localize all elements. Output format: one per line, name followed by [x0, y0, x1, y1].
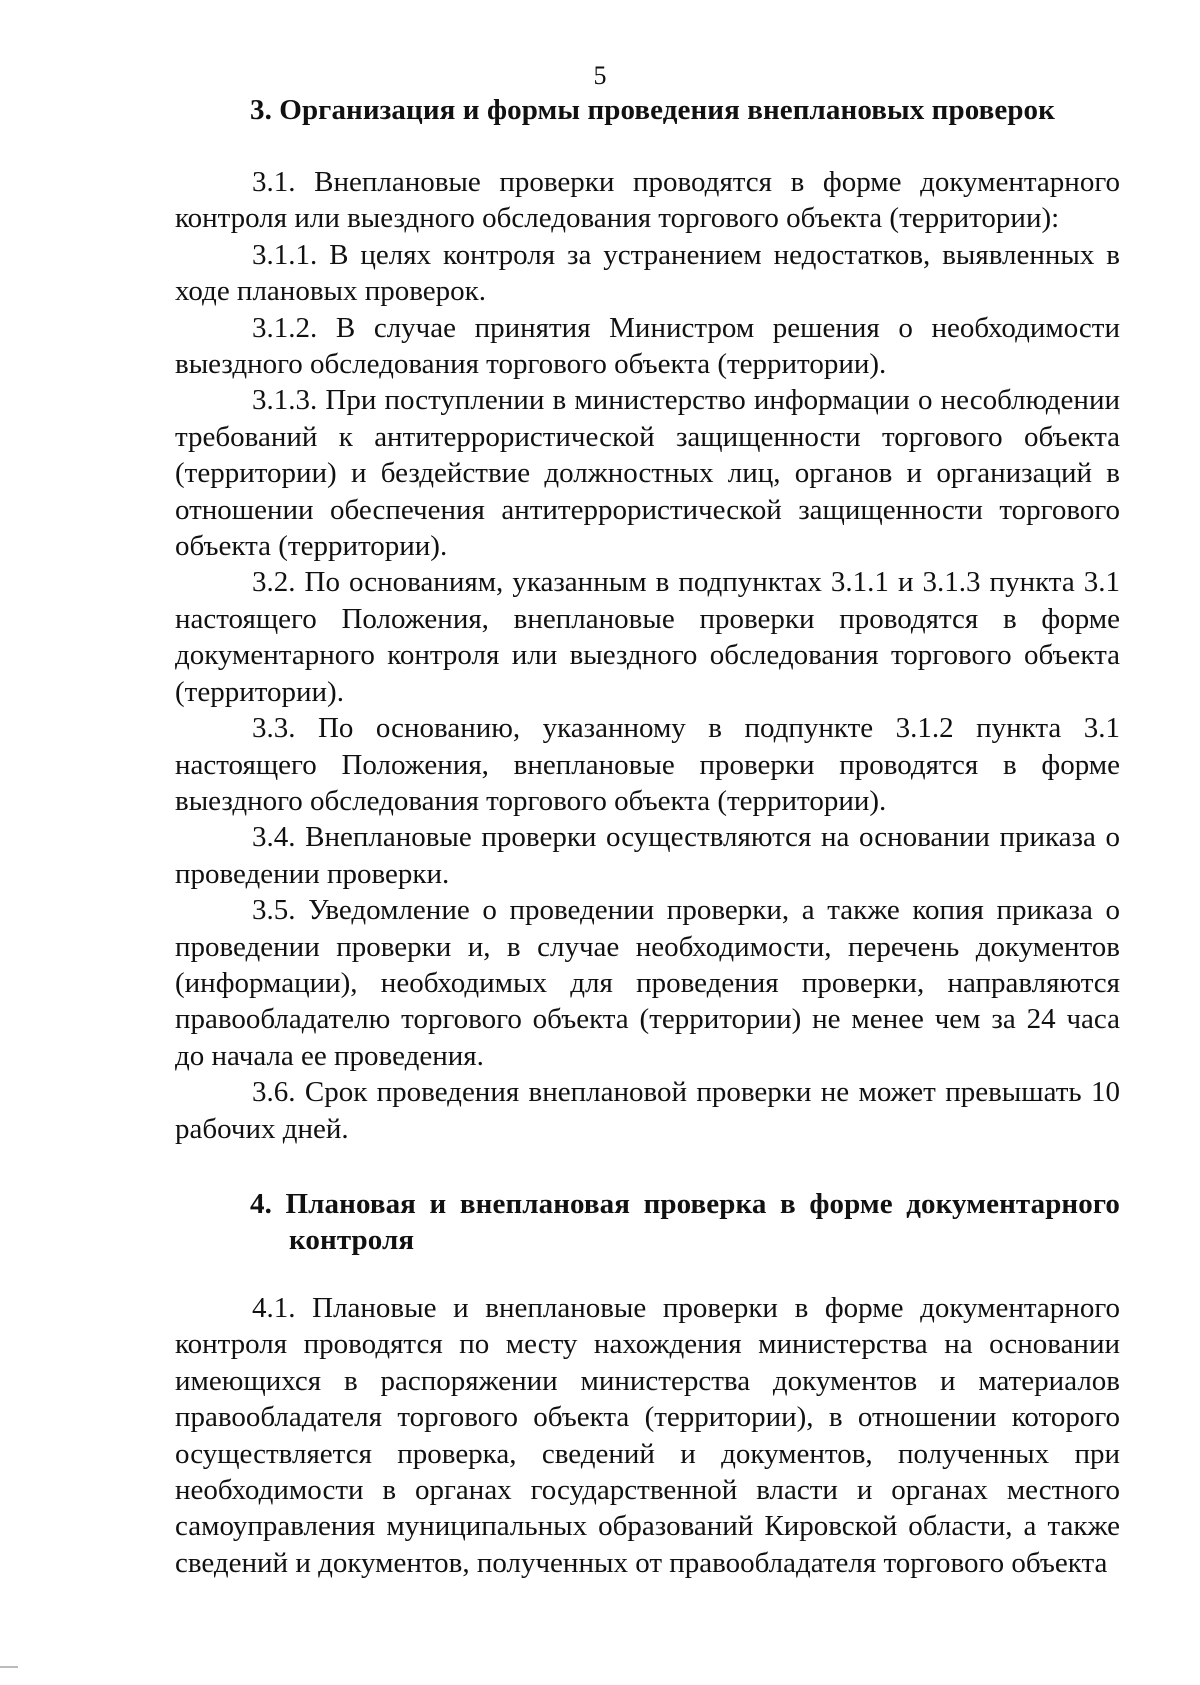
paragraph-4-1: 4.1. Плановые и внеплановые проверки в форме документарного контроля проводятся по месту нахождения министерства на основании имеющихся в распоряжении министерства документов и материалов правообладателя торгового объекта (территории), в отношении которого осуществляется проверка, сведений и документов, полученных при необходимости в органах государственной власти и органах местного самоуправления муниципальных образований Кировской области, а также сведений и документов, полученных от правообладателя торгового объекта — [175, 1292, 1120, 1579]
scan-edge-mark — [0, 1666, 18, 1668]
section-4-body — [175, 1290, 1120, 1581]
section-4-heading: 4. Плановая и внеплановая проверка в форме документарного — [250, 1188, 1120, 1220]
paragraph-3-5: 3.5. Уведомление о проведении проверки, а также копия приказа о проведении проверки и, в случае необходимости, перечень документов (информации), необходимых для проведения проверки, направляются правообладателю торгового объекта (территории) не менее чем за 24 часа до начала ее проведения. — [175, 894, 1120, 1072]
section-3-heading: 3. Организация и формы проведения внеплановых проверок — [250, 94, 1055, 126]
paragraph-3-1-2: 3.1.2. В случае принятия Министром решения о необходимости выездного обследования торгового объекта (территории). — [175, 311, 1120, 381]
page-number: 5 — [593, 61, 607, 90]
section-3-body — [175, 164, 1120, 1147]
paragraph-3-4: 3.4. Внеплановые проверки осуществляются на основании приказа о проведении проверки. — [175, 821, 1120, 890]
paragraph-3-1-1: 3.1.1. В целях контроля за устранением недостатков, выявленных в ходе плановых проверок. — [175, 238, 1120, 308]
paragraph-3-3: 3.3. По основанию, указанному в подпункте 3.1.2 пункта 3.1 настоящего Положения, внеплановые проверки проводятся в форме выездного обследования торгового объекта (территории). — [175, 712, 1120, 817]
section-4-heading-continuation: контроля — [289, 1224, 415, 1256]
paragraph-3-1: 3.1. Внеплановые проверки проводятся в форме документарного контроля или выездного обследования торгового объекта (территории): — [175, 166, 1120, 235]
paragraph-3-6: 3.6. Срок проведения внеплановой проверки не может превышать 10 рабочих дней. — [175, 1076, 1120, 1145]
paragraph-3-2: 3.2. По основаниям, указанным в подпунктах 3.1.1 и 3.1.3 пункта 3.1 настоящего Положения, внеплановые проверки проводятся в форме документарного контроля или выездного обследования торгового объекта (территории). — [175, 566, 1120, 708]
paragraph-3-1-3: 3.1.3. При поступлении в министерство информации о несоблюдении требований к антитеррористической защищенности торгового объекта (территории) и бездействие должностных лиц, органов и организаций в отношении обеспечения антитеррористической защищенности торгового объекта (территории). — [175, 384, 1120, 563]
